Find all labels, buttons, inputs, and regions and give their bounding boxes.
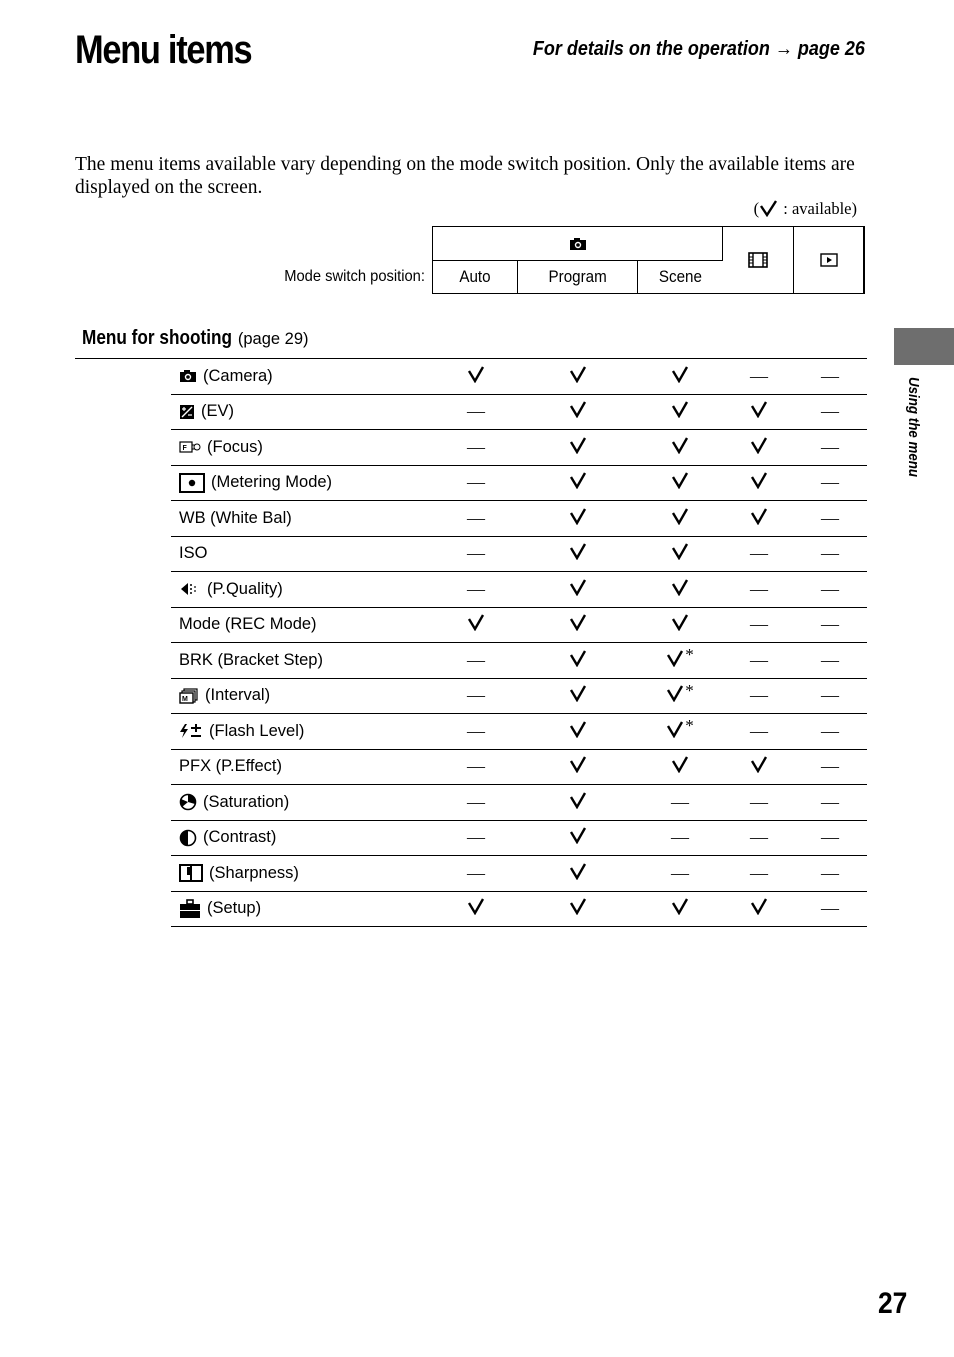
check-icon xyxy=(569,684,587,707)
saturation-icon xyxy=(179,793,197,811)
availability-cell-program xyxy=(553,608,603,642)
availability-cell-movie xyxy=(734,501,784,535)
availability-cell-playback xyxy=(805,608,855,642)
check-icon xyxy=(671,507,689,530)
menu-item-name xyxy=(179,643,323,677)
check-icon xyxy=(467,613,485,636)
not-available-dash: — xyxy=(821,507,839,528)
availability-cell-program xyxy=(553,501,603,535)
availability-cell-program xyxy=(553,856,603,890)
metering-icon xyxy=(179,473,205,493)
availability-cell-program xyxy=(553,643,603,677)
availability-cell-scene xyxy=(655,785,705,819)
availability-cell-scene xyxy=(655,714,705,748)
not-available-dash: — xyxy=(821,898,839,918)
not-available-dash: — xyxy=(671,862,689,883)
menu-item-name xyxy=(179,501,292,535)
availability-cell-auto xyxy=(451,714,501,748)
mode-column-playback xyxy=(794,227,864,293)
not-available-dash: — xyxy=(467,507,485,528)
availability-cell-scene xyxy=(655,856,705,890)
mode-column-scene xyxy=(638,261,723,293)
mode-column-program-label: Program xyxy=(548,267,607,286)
not-available-dash: — xyxy=(671,827,689,847)
not-available-dash: — xyxy=(467,685,485,705)
availability-cell-scene xyxy=(655,679,705,713)
mode-column-program xyxy=(518,261,638,293)
check-icon xyxy=(750,471,768,494)
not-available-dash: — xyxy=(821,365,839,386)
camera-icon xyxy=(179,369,197,383)
not-available-dash: — xyxy=(750,365,768,386)
table-row xyxy=(171,643,867,679)
table-row xyxy=(171,466,867,502)
not-available-dash: — xyxy=(750,791,768,812)
availability-cell-scene xyxy=(655,821,705,855)
availability-cell-scene xyxy=(655,359,705,393)
not-available-dash: — xyxy=(821,649,839,670)
not-available-dash: — xyxy=(467,543,485,563)
availability-cell-auto xyxy=(451,608,501,642)
mode-column-movie xyxy=(723,227,794,293)
movie-icon xyxy=(748,252,768,268)
setup-icon xyxy=(179,899,201,919)
availability-cell-scene xyxy=(655,572,705,606)
check-icon xyxy=(467,897,485,920)
menu-item-label: (Contrast) xyxy=(203,828,277,846)
availability-cell-movie xyxy=(734,714,784,748)
availability-cell-program xyxy=(553,572,603,606)
availability-cell-movie xyxy=(734,537,784,571)
not-available-dash: — xyxy=(821,827,839,847)
availability-cell-auto xyxy=(451,466,501,500)
check-icon xyxy=(671,542,689,565)
menu-item-name xyxy=(179,785,289,819)
menu-item-label: (Focus) xyxy=(207,437,263,456)
legend-text: : available) xyxy=(779,199,857,218)
check-icon xyxy=(569,826,587,849)
not-available-dash: — xyxy=(821,472,839,492)
still-mode-group-header xyxy=(433,227,723,261)
not-available-dash: — xyxy=(821,543,839,563)
availability-cell-auto xyxy=(451,537,501,571)
check-icon xyxy=(569,436,587,459)
availability-cell-playback xyxy=(805,714,855,748)
check-icon xyxy=(750,507,768,530)
availability-cell-movie xyxy=(734,856,784,890)
availability-cell-movie xyxy=(734,466,784,500)
svg-text:F: F xyxy=(182,445,187,452)
availability-cell-scene xyxy=(655,608,705,642)
check-icon xyxy=(569,862,587,885)
table-row xyxy=(171,501,867,537)
check-icon xyxy=(569,578,587,601)
mode-column-auto-label: Auto xyxy=(459,267,491,286)
section-heading-page-ref: (page 29) xyxy=(237,330,309,348)
availability-cell-program xyxy=(553,537,603,571)
check-icon xyxy=(671,436,689,459)
not-available-dash: — xyxy=(467,578,485,599)
menu-item-label: ISO xyxy=(179,544,208,562)
availability-cell-playback xyxy=(805,501,855,535)
availability-cell-movie xyxy=(734,892,784,926)
menu-item-name xyxy=(179,679,270,713)
availability-cell-scene xyxy=(655,537,705,571)
check-icon xyxy=(569,791,587,814)
availability-cell-program xyxy=(553,466,603,500)
availability-cell-program xyxy=(553,821,603,855)
check-icon xyxy=(671,613,689,636)
availability-cell-movie xyxy=(734,750,784,784)
menu-item-label: (Flash Level) xyxy=(209,721,305,740)
availability-cell-playback xyxy=(805,359,855,393)
mode-switch-table xyxy=(432,226,865,294)
availability-cell-playback xyxy=(805,572,855,606)
not-available-dash: — xyxy=(671,791,689,812)
availability-cell-movie xyxy=(734,821,784,855)
not-available-dash: — xyxy=(467,827,485,847)
table-row xyxy=(171,395,867,431)
availability-cell-movie xyxy=(734,359,784,393)
focus-icon xyxy=(179,439,201,455)
check-icon xyxy=(569,613,587,636)
availability-cell-playback xyxy=(805,643,855,677)
page-number: 27 xyxy=(877,1287,907,1320)
check-icon xyxy=(671,578,689,601)
availability-cell-playback xyxy=(805,430,855,464)
availability-legend xyxy=(754,199,857,219)
availability-cell-auto xyxy=(451,821,501,855)
not-available-dash: — xyxy=(821,720,839,741)
menu-item-label: Mode (REC Mode) xyxy=(179,615,317,633)
availability-cell-auto xyxy=(451,501,501,535)
table-row xyxy=(171,856,867,892)
menu-item-name xyxy=(179,537,207,571)
check-icon xyxy=(569,471,587,494)
menu-item-name xyxy=(179,714,304,748)
check-icon xyxy=(569,365,587,388)
check-icon xyxy=(569,400,587,423)
menu-item-name xyxy=(179,430,263,464)
availability-cell-movie xyxy=(734,395,784,429)
not-available-dash: — xyxy=(821,614,839,634)
check-icon xyxy=(750,897,768,920)
not-available-dash: — xyxy=(750,827,768,847)
availability-cell-program xyxy=(553,714,603,748)
availability-cell-playback xyxy=(805,750,855,784)
availability-cell-movie xyxy=(734,785,784,819)
menu-item-label: (Saturation) xyxy=(203,792,290,811)
availability-cell-scene xyxy=(655,892,705,926)
availability-cell-auto xyxy=(451,430,501,464)
not-available-dash: — xyxy=(821,401,839,421)
table-row xyxy=(171,430,867,466)
footnote-asterisk: * xyxy=(685,716,694,735)
table-row xyxy=(171,785,867,821)
check-icon xyxy=(750,755,768,778)
availability-cell-movie xyxy=(734,430,784,464)
menu-item-label: (P.Quality) xyxy=(207,579,283,598)
check-icon xyxy=(671,471,689,494)
camera-icon xyxy=(569,237,587,251)
quality-icon xyxy=(179,581,201,597)
not-available-dash: — xyxy=(467,791,485,812)
availability-cell-scene xyxy=(655,501,705,535)
not-available-dash: — xyxy=(467,756,485,776)
check-icon xyxy=(750,400,768,423)
check-icon xyxy=(569,755,587,778)
footnote-asterisk: * xyxy=(685,680,694,700)
not-available-dash: — xyxy=(821,436,839,457)
check-icon xyxy=(671,897,689,920)
menu-item-name xyxy=(179,750,282,784)
legend-open: ( xyxy=(753,199,760,218)
menu-item-name xyxy=(179,572,283,606)
not-available-dash: — xyxy=(821,685,839,705)
check-icon xyxy=(569,897,587,920)
menu-item-name xyxy=(179,821,276,855)
check-icon xyxy=(666,649,684,672)
menu-item-name xyxy=(179,608,317,642)
availability-cell-playback xyxy=(805,892,855,926)
not-available-dash: — xyxy=(750,862,768,883)
check-icon xyxy=(569,507,587,530)
not-available-dash: — xyxy=(821,578,839,599)
table-row xyxy=(171,714,867,750)
not-available-dash: — xyxy=(467,862,485,883)
ev-icon xyxy=(179,404,195,420)
menu-item-label: (Setup) xyxy=(207,899,262,917)
flash-level-icon xyxy=(179,723,203,739)
availability-cell-auto xyxy=(451,856,501,890)
section-heading-title: Menu for shooting xyxy=(82,327,233,349)
menu-item-label: WB (White Bal) xyxy=(179,508,292,527)
menu-item-label: (Interval) xyxy=(205,686,271,704)
availability-cell-scene xyxy=(655,643,705,677)
availability-cell-program xyxy=(553,785,603,819)
availability-cell-scene xyxy=(655,750,705,784)
check-icon xyxy=(569,649,587,672)
section-heading xyxy=(82,327,309,350)
check-icon xyxy=(671,365,689,388)
section-tab-label: Using the menu xyxy=(905,377,921,478)
contrast-icon xyxy=(179,829,197,847)
menu-item-label: (Metering Mode) xyxy=(211,473,333,491)
not-available-dash: — xyxy=(467,649,485,670)
availability-cell-playback xyxy=(805,821,855,855)
availability-cell-playback xyxy=(805,856,855,890)
table-row xyxy=(171,892,867,928)
check-icon xyxy=(671,400,689,423)
table-row xyxy=(171,608,867,644)
details-page-reference: For details on the operation → page 26 xyxy=(532,38,865,60)
not-available-dash: — xyxy=(750,685,768,705)
availability-cell-program xyxy=(553,750,603,784)
check-icon xyxy=(569,542,587,565)
section-tab-marker xyxy=(894,328,954,365)
intro-paragraph: The menu items available vary depending on the mode switch position. Only the available items are displayed on the screen. xyxy=(75,153,855,198)
footnote-asterisk: * xyxy=(685,645,694,664)
menu-item-label: (Sharpness) xyxy=(209,863,299,882)
check-icon xyxy=(750,436,768,459)
menu-item-name xyxy=(179,395,234,429)
availability-cell-auto xyxy=(451,572,501,606)
menu-item-label: (Camera) xyxy=(203,366,273,385)
availability-cell-program xyxy=(553,892,603,926)
availability-cell-program xyxy=(553,679,603,713)
menu-items-table xyxy=(171,359,867,927)
not-available-dash: — xyxy=(750,614,768,634)
availability-cell-program xyxy=(553,430,603,464)
availability-cell-auto xyxy=(451,359,501,393)
mode-column-scene-label: Scene xyxy=(658,267,703,286)
page-title: Menu items xyxy=(75,28,252,72)
availability-cell-program xyxy=(553,395,603,429)
availability-cell-auto xyxy=(451,892,501,926)
availability-cell-scene xyxy=(655,395,705,429)
menu-item-name xyxy=(179,466,332,500)
availability-cell-playback xyxy=(805,679,855,713)
table-row xyxy=(171,537,867,573)
not-available-dash: — xyxy=(821,791,839,812)
check-icon xyxy=(666,720,684,743)
availability-cell-playback xyxy=(805,785,855,819)
availability-cell-auto xyxy=(451,785,501,819)
availability-cell-movie xyxy=(734,608,784,642)
not-available-dash: — xyxy=(750,720,768,741)
not-available-dash: — xyxy=(750,578,768,599)
availability-cell-scene xyxy=(655,430,705,464)
playback-icon xyxy=(820,253,838,267)
availability-cell-playback xyxy=(805,466,855,500)
availability-cell-program xyxy=(553,359,603,393)
availability-cell-movie xyxy=(734,643,784,677)
availability-cell-auto xyxy=(451,395,501,429)
not-available-dash: — xyxy=(821,862,839,883)
availability-cell-auto xyxy=(451,750,501,784)
not-available-dash: — xyxy=(821,756,839,776)
table-row xyxy=(171,359,867,395)
mode-column-auto xyxy=(433,261,518,293)
menu-item-label: BRK (Bracket Step) xyxy=(179,650,323,669)
check-icon xyxy=(671,755,689,778)
check-icon xyxy=(666,684,684,707)
mode-switch-label: Mode switch position: xyxy=(284,268,425,285)
menu-item-label: PFX (P.Effect) xyxy=(179,757,283,775)
availability-cell-movie xyxy=(734,572,784,606)
not-available-dash: — xyxy=(467,436,485,457)
check-icon xyxy=(569,720,587,743)
menu-item-name xyxy=(179,892,261,926)
availability-cell-movie xyxy=(734,679,784,713)
table-row xyxy=(171,572,867,608)
table-row xyxy=(171,679,867,715)
interval-icon xyxy=(179,688,199,704)
menu-item-name xyxy=(179,359,273,393)
table-row xyxy=(171,750,867,786)
svg-text:M: M xyxy=(182,695,188,703)
check-icon xyxy=(467,365,485,388)
sharpness-icon xyxy=(179,864,203,882)
availability-cell-scene xyxy=(655,466,705,500)
menu-item-label: (EV) xyxy=(201,402,234,420)
not-available-dash: — xyxy=(467,401,485,421)
check-icon xyxy=(759,199,779,217)
availability-cell-playback xyxy=(805,395,855,429)
availability-cell-auto xyxy=(451,679,501,713)
not-available-dash: — xyxy=(467,472,485,492)
availability-cell-playback xyxy=(805,537,855,571)
availability-cell-auto xyxy=(451,643,501,677)
table-row xyxy=(171,821,867,857)
not-available-dash: — xyxy=(750,543,768,563)
menu-item-name xyxy=(179,856,299,890)
not-available-dash: — xyxy=(750,649,768,670)
not-available-dash: — xyxy=(467,720,485,741)
